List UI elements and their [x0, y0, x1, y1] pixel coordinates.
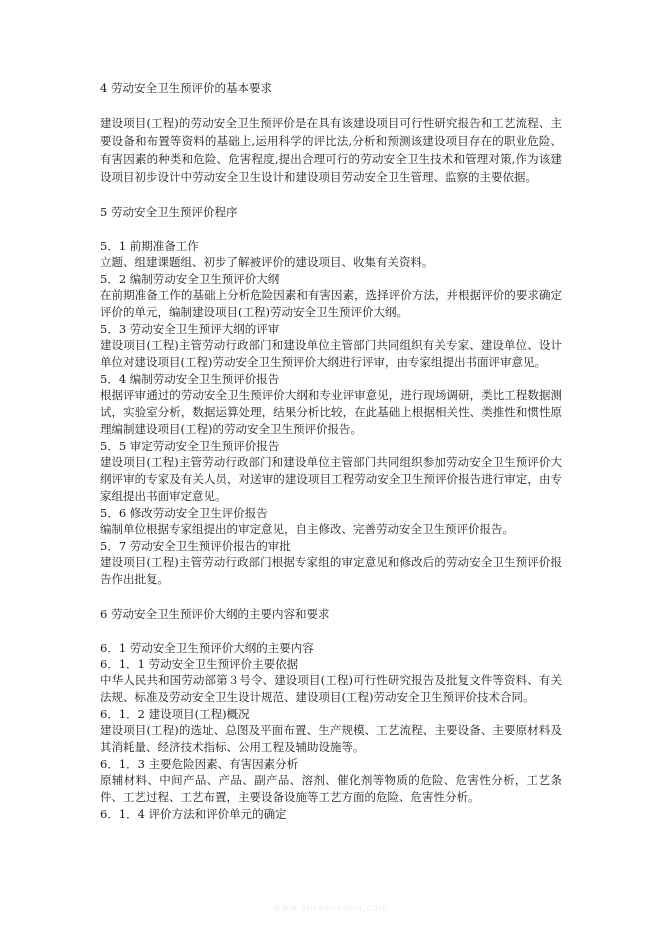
watermark: www.zhinaokang.com — [273, 904, 389, 914]
subsection-5-2-body: 在前期准备工作的基础上分析危险因素和有害因素，选择评价方法，并根据评价的要求确定评价的单元，编制建设项目(工程)劳动安全卫生预评价大纲。 — [100, 288, 562, 319]
subsection-6-1-3-body: 原辅材料、中间产品、产品、副产品、溶剂、催化剂等物质的危险、危害性分析，工艺条件、工艺过程、工艺布置，主要设备设施等工艺方面的危险、危害性分析。 — [100, 773, 562, 804]
subsection-6-1-3-heading: 6．1．3 主要危险因素、有害因素分析 — [100, 757, 299, 771]
subsection-6-1-1-body: 中华人民共和国劳动部第３号令、建设项目(工程)可行性研究报告及批复文件等资料、有关法规、标准及劳动安全卫生设计规范、建设项目(工程)劳动安全卫生预评价技术合同。 — [100, 673, 562, 704]
subsection-5-4-body: 根据评审通过的劳动安全卫生预评价大纲和专业评审意见，进行现场调研，类比工程数据测试，实验室分析，数据运算处理，结果分析比较，在此基础上根据相关性、类推性和惯性原理编制建设项目(工程)的劳动安全卫生预评价报告。 — [100, 388, 562, 436]
section-4-title: 4 劳动安全卫生预评价的基本要求 — [100, 81, 272, 95]
subsection-5-5-body: 建设项目(工程)主管劳动行政部门和建设单位主管部门共同组织参加劳动安全卫生预评价大纲评审的专家及有关人员，对送审的建设项目工程劳动安全卫生预评价报告进行审定，由专家组提出书面审定意见。 — [100, 455, 562, 503]
subsection-5-6-body: 编制单位根据专家组提出的审定意见，自主修改、完善劳动安全卫生预评价报告。 — [100, 522, 514, 536]
subsection-5-3-body: 建设项目(工程)主管劳动行政部门和建设单位主管部门共同组织有关专家、建设单位、设计单位对建设项目(工程)劳动安全卫生预评价大纲进行评审，由专家组提出书面评审意见。 — [100, 338, 562, 369]
subsection-5-7-body: 建设项目(工程)主管劳动行政部门根据专家组的审定意见和修改后的劳动安全卫生预评价报告作出批复。 — [100, 555, 562, 586]
section-6-title: 6 劳动安全卫生预评价大纲的主要内容和要求 — [100, 607, 330, 621]
subsection-6-1-1-heading: 6．1．1 劳动安全卫生预评价主要依据 — [100, 657, 299, 671]
subsection-5-1-heading: 5．1 前期准备工作 — [100, 239, 199, 253]
subsection-6-1-4-heading: 6．1．4 评价方法和评价单元的确定 — [100, 807, 287, 821]
subsection-5-4-heading: 5．4 编制劳动安全卫生预评价报告 — [100, 372, 280, 386]
subsection-5-3-heading: 5．3 劳动安全卫生预评大纲的评审 — [100, 322, 280, 336]
subsection-5-6-heading: 5．6 修改劳动安全卫生评价报告 — [100, 506, 268, 520]
subsection-5-7-heading: 5．7 劳动安全卫生预评价报告的审批 — [100, 539, 291, 553]
section-4-body: 建设项目(工程)的劳动安全卫生预评价是在具有该建设项目可行性研究报告和工艺流程、主要设备和布置等资料的基础上,运用科学的评比法,分析和预测该建设项目存在的职业危险、有害因素的种类和危险、危害程度,提出合理可行的劳动安全卫生技术和管理对策,作为该建设项目初步设计中劳动安全卫生设计和建设项目劳动安全卫生管理、监察的主要依据。 — [100, 116, 562, 184]
subsection-5-5-heading: 5．5 审定劳动安全卫生预评价报告 — [100, 439, 280, 453]
section-5-title: 5 劳动安全卫生预评价程序 — [100, 205, 238, 219]
subsection-6-1-2-body: 建设项目(工程)的选址、总图及平面布置、生产规模、工艺流程、主要设备、主要原材料及其消耗量、经济技术指标、公用工程及辅助设施等。 — [100, 723, 562, 754]
subsection-5-1-body: 立题、组建课题组、初步了解被评价的建设项目、收集有关资料。 — [100, 255, 434, 269]
subsection-5-2-heading: 5．2 编制劳动安全卫生预评价大纲 — [100, 272, 280, 286]
subsection-6-1-heading: 6．1 劳动安全卫生预评价大纲的主要内容 — [100, 641, 314, 655]
document-page — [100, 80, 562, 822]
subsection-6-1-2-heading: 6．1．2 建设项目(工程)概况 — [100, 707, 250, 721]
